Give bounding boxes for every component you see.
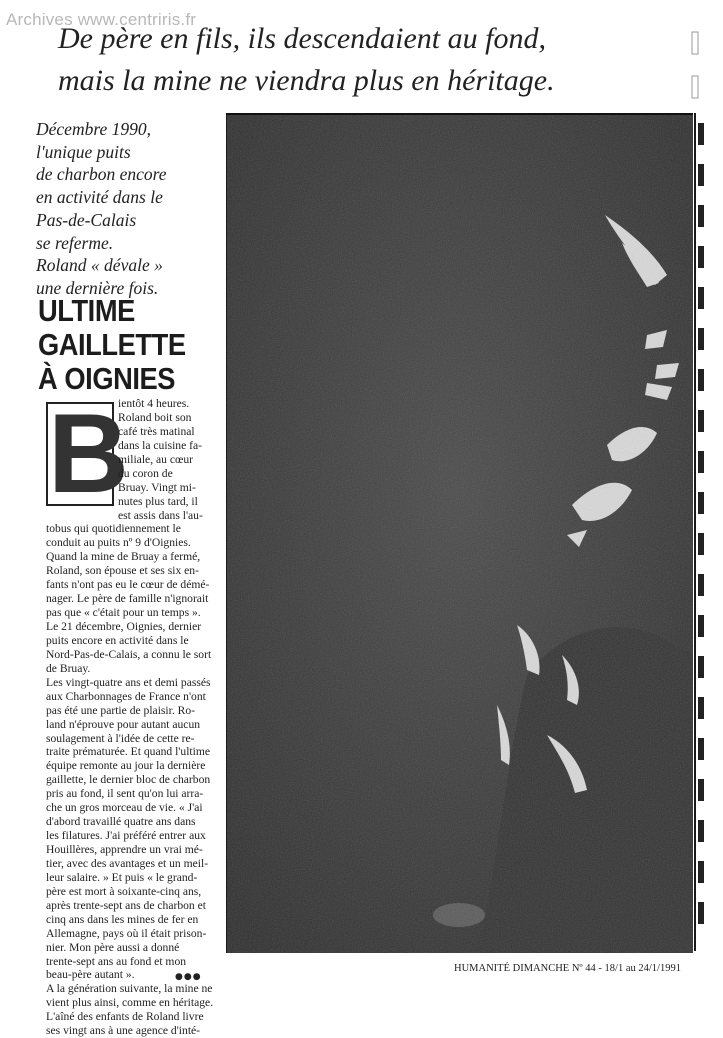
film-perforation — [698, 656, 704, 678]
film-perforation — [698, 738, 704, 760]
title-line: ULTIME — [38, 293, 135, 328]
article-line: pas que « c'était pour un temps ». — [46, 606, 201, 620]
article-line: Bruay. Vingt mi- — [118, 480, 196, 494]
article-line: land n'éprouve pour autant aucun — [46, 717, 201, 731]
article-line: L'aîné des enfants de Roland livre — [46, 1010, 204, 1024]
film-perforation — [698, 123, 704, 145]
intro-line: Décembre 1990, — [36, 119, 152, 139]
intro-line: de charbon encore — [36, 164, 167, 185]
drop-cap: B — [48, 391, 129, 516]
article-line: Quand la mine de Bruay a fermé, — [46, 550, 201, 564]
film-perforation — [698, 697, 704, 719]
title-line: À OIGNIES — [38, 361, 176, 396]
film-strip-edge — [694, 113, 708, 951]
film-perforation — [698, 779, 704, 801]
film-perforation — [698, 574, 704, 596]
article-body — [46, 391, 214, 1038]
article-line: tobus qui quotidiennement le — [46, 522, 181, 536]
continuation-dots: ●●● — [175, 972, 202, 982]
article-line: d'abord travaillé quatre ans dans — [46, 815, 196, 829]
headline — [58, 18, 658, 102]
film-perforation — [698, 164, 704, 186]
article-line: tier, avec des avantages et un meil- — [46, 856, 209, 870]
film-perforation — [698, 533, 704, 555]
article-line: Nord-Pas-de-Calais, a connu le sort — [46, 647, 212, 661]
article-line: cinq ans dans les mines de fer en — [46, 912, 199, 926]
intro-line: l'unique puits — [36, 141, 131, 162]
intro-text — [36, 118, 211, 300]
article-line: A la génération suivante, la mine ne — [46, 982, 213, 996]
article-line: traite prématurée. Et quand l'ultime — [46, 745, 211, 759]
article-line: Houillères, apprendre un vrai mé- — [46, 843, 203, 856]
article-line: che un gros morceau de vie. « J'ai — [46, 801, 203, 815]
article-line: trente-sept ans au fond et mon — [46, 954, 187, 968]
film-perforation — [698, 328, 704, 350]
article-line: est assis dans l'au- — [118, 508, 203, 522]
article-line: de Bruay. — [46, 661, 91, 675]
photo-illustration — [227, 115, 693, 953]
intro-line: Pas-de-Calais — [36, 209, 137, 230]
intro-line: Roland « dévale » — [36, 255, 163, 276]
article-title — [38, 294, 196, 396]
headline-line: De père en fils, ils descendaient au fond, — [58, 22, 546, 55]
film-perforation — [698, 369, 704, 391]
film-perforation — [698, 902, 704, 924]
publication-footer: HUMANITÉ DIMANCHE Nº 44 - 18/1 au 24/1/1991 — [454, 963, 681, 974]
article-line: Le 21 décembre, Oignies, dernier — [46, 620, 202, 633]
film-perforation — [698, 410, 704, 432]
intro-line: en activité dans le — [36, 187, 163, 208]
article-line: Roland boit son — [118, 410, 192, 424]
article-line: nutes plus tard, il — [118, 494, 198, 508]
article-line: aux Charbonnages de France n'ont — [46, 689, 206, 703]
intro-line: une dernière fois. — [36, 277, 159, 298]
article-line: nier. Mon père aussi a donné — [46, 940, 180, 954]
article-line: ientôt 4 heures. — [118, 397, 190, 410]
article-line: les filatures. J'ai préféré entrer aux — [46, 829, 206, 843]
miner-photo — [226, 113, 693, 953]
film-perforation — [698, 205, 704, 227]
article-line: leur salaire. » Et puis « le grand- — [46, 870, 198, 884]
article-line: vient plus ainsi, comme en héritage. — [46, 996, 214, 1010]
film-perforation — [698, 861, 704, 883]
film-perforation — [698, 287, 704, 309]
article-line: après trente-sept ans de charbon et — [46, 898, 206, 912]
article-line: du coron de — [118, 466, 173, 480]
film-perforation — [698, 451, 704, 473]
article-line: soulagement à l'idée de cette re- — [46, 731, 195, 745]
article-line: ses vingt ans à une agence d'inté- — [46, 1024, 201, 1038]
film-perforation — [698, 492, 704, 514]
article-line: puits encore en activité dans le — [46, 633, 189, 647]
article-line: équipe remonte au jour la dernière — [46, 759, 206, 773]
headline-line: mais la mine ne viendra plus en héritage. — [58, 64, 555, 97]
archive-watermark: Archives www.centriris.fr — [6, 10, 197, 29]
article-line: pas été une partie de plaisir. Ro- — [46, 703, 196, 717]
film-strip-marks — [690, 28, 704, 108]
article-line: conduit au puits nº 9 d'Oignies. — [46, 536, 191, 550]
article-line: miliale, au cœur — [118, 452, 194, 466]
title-line: GAILLETTE — [38, 327, 186, 362]
article-line: Les vingt-quatre ans et demi passés — [46, 675, 211, 689]
article-line: pris au fond, il sent qu'on lui arra- — [46, 787, 204, 801]
article-line: beau-père autant ». — [46, 968, 135, 982]
article-line: Allemagne, pays où il était prison- — [46, 926, 207, 940]
article-line: café très matinal — [118, 424, 195, 438]
film-perforation — [698, 615, 704, 637]
article-line: Roland, son épouse et ses six en- — [46, 564, 199, 578]
article-line: père est mort à soixante-cinq ans, — [46, 884, 202, 898]
article-line: gaillette, le dernier bloc de charbon — [46, 773, 211, 787]
film-perforation — [698, 246, 704, 268]
intro-line: se referme. — [36, 232, 114, 253]
film-perforation — [698, 820, 704, 842]
article-line: fants n'ont pas eu le cœur de démé- — [46, 578, 210, 592]
article-line: dans la cuisine fa- — [118, 438, 203, 452]
article-line: nager. Le père de famille n'ignorait — [46, 592, 209, 606]
